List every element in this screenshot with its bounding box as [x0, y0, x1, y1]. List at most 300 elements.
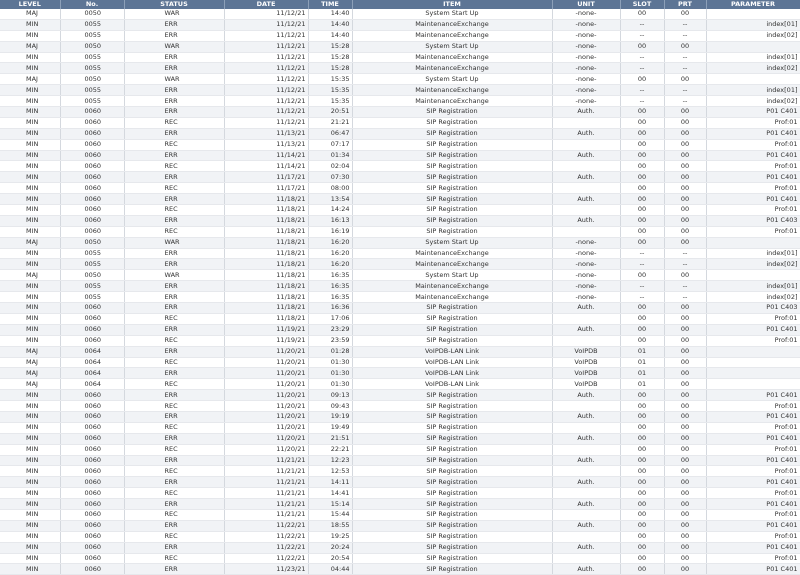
cell-date: 11/12/21	[224, 85, 308, 96]
table-row[interactable]	[0, 313, 800, 324]
cell-prt: 00	[664, 107, 706, 118]
cell-param: index[01]	[706, 85, 800, 96]
cell-status: ERR	[124, 63, 224, 74]
cell-item: SIP Registration	[352, 531, 552, 542]
col-header-item[interactable]: ITEM	[352, 0, 552, 9]
cell-item: SIP Registration	[352, 183, 552, 194]
cell-date: 11/12/21	[224, 117, 308, 128]
cell-level: MAJ	[0, 9, 60, 19]
cell-slot: 00	[620, 183, 664, 194]
cell-level: MIN	[0, 128, 60, 139]
cell-prt: 00	[664, 172, 706, 183]
cell-date: 11/23/21	[224, 564, 308, 575]
cell-date: 11/20/21	[224, 368, 308, 379]
cell-prt: 00	[664, 161, 706, 172]
table-row[interactable]	[0, 172, 800, 183]
table-row[interactable]	[0, 41, 800, 52]
table-row[interactable]	[0, 444, 800, 455]
cell-prt: 00	[664, 520, 706, 531]
cell-time: 04:44	[308, 564, 352, 575]
table-row[interactable]	[0, 205, 800, 216]
table-row[interactable]	[0, 248, 800, 259]
cell-level: MIN	[0, 444, 60, 455]
cell-no: 0060	[60, 172, 124, 183]
cell-no: 0060	[60, 107, 124, 118]
cell-prt: --	[664, 63, 706, 74]
cell-prt: 00	[664, 270, 706, 281]
cell-time: 01:28	[308, 346, 352, 357]
cell-time: 16:13	[308, 215, 352, 226]
table-row[interactable]	[0, 422, 800, 433]
cell-param: index[01]	[706, 19, 800, 30]
cell-param: P01 C401	[706, 324, 800, 335]
table-row[interactable]	[0, 74, 800, 85]
table-row[interactable]	[0, 139, 800, 150]
cell-item: SIP Registration	[352, 499, 552, 510]
cell-param: Prof:01	[706, 444, 800, 455]
cell-slot: --	[620, 96, 664, 107]
cell-slot: 01	[620, 379, 664, 390]
cell-slot: 00	[620, 509, 664, 520]
cell-no: 0060	[60, 531, 124, 542]
cell-unit: Auth.	[552, 455, 620, 466]
cell-param: Prof:01	[706, 531, 800, 542]
cell-item: SIP Registration	[352, 161, 552, 172]
cell-slot: 00	[620, 205, 664, 216]
cell-date: 11/18/21	[224, 248, 308, 259]
table-row[interactable]	[0, 509, 800, 520]
cell-prt: 00	[664, 499, 706, 510]
cell-level: MIN	[0, 183, 60, 194]
col-header-prt[interactable]: PRT	[664, 0, 706, 9]
cell-prt: 00	[664, 368, 706, 379]
cell-param: index[01]	[706, 248, 800, 259]
cell-status: ERR	[124, 19, 224, 30]
cell-slot: 00	[620, 215, 664, 226]
cell-slot: 00	[620, 390, 664, 401]
cell-no: 0055	[60, 281, 124, 292]
cell-time: 16:20	[308, 237, 352, 248]
cell-level: MIN	[0, 161, 60, 172]
cell-no: 0055	[60, 30, 124, 41]
cell-prt: 00	[664, 150, 706, 161]
cell-level: MIN	[0, 85, 60, 96]
cell-level: MIN	[0, 226, 60, 237]
col-header-date[interactable]: DATE	[224, 0, 308, 9]
cell-param	[706, 357, 800, 368]
table-row[interactable]	[0, 237, 800, 248]
table-row[interactable]	[0, 324, 800, 335]
cell-unit: Auth.	[552, 477, 620, 488]
cell-prt: 00	[664, 324, 706, 335]
cell-prt: --	[664, 85, 706, 96]
cell-param: Prof:01	[706, 117, 800, 128]
cell-unit	[552, 401, 620, 412]
cell-no: 0055	[60, 259, 124, 270]
table-row[interactable]	[0, 477, 800, 488]
cell-item: SIP Registration	[352, 335, 552, 346]
cell-time: 07:17	[308, 139, 352, 150]
cell-unit: -none-	[552, 9, 620, 19]
table-row[interactable]	[0, 226, 800, 237]
cell-unit	[552, 466, 620, 477]
table-row[interactable]	[0, 259, 800, 270]
cell-unit	[552, 488, 620, 499]
cell-no: 0060	[60, 455, 124, 466]
cell-level: MIN	[0, 520, 60, 531]
cell-slot: --	[620, 248, 664, 259]
cell-slot: 00	[620, 531, 664, 542]
cell-level: MIN	[0, 96, 60, 107]
cell-status: WAR	[124, 270, 224, 281]
table-row[interactable]	[0, 401, 800, 412]
cell-time: 19:25	[308, 531, 352, 542]
table-row[interactable]	[0, 150, 800, 161]
cell-unit	[552, 313, 620, 324]
cell-item: VoIPDB-LAN Link	[352, 346, 552, 357]
cell-time: 02:04	[308, 161, 352, 172]
cell-date: 11/14/21	[224, 150, 308, 161]
table-row[interactable]	[0, 379, 800, 390]
table-row[interactable]	[0, 303, 800, 314]
cell-date: 11/22/21	[224, 553, 308, 564]
cell-time: 14:24	[308, 205, 352, 216]
cell-no: 0060	[60, 183, 124, 194]
table-row[interactable]	[0, 335, 800, 346]
cell-level: MAJ	[0, 74, 60, 85]
col-header-no[interactable]: No.	[60, 0, 124, 9]
table-row[interactable]	[0, 553, 800, 564]
cell-status: REC	[124, 444, 224, 455]
cell-no: 0050	[60, 270, 124, 281]
cell-unit: Auth.	[552, 194, 620, 205]
cell-no: 0060	[60, 139, 124, 150]
cell-level: MIN	[0, 248, 60, 259]
cell-unit: Auth.	[552, 520, 620, 531]
cell-time: 16:35	[308, 292, 352, 303]
cell-unit: -none-	[552, 63, 620, 74]
table-row[interactable]	[0, 346, 800, 357]
cell-item: MaintenanceExchange	[352, 96, 552, 107]
cell-status: REC	[124, 531, 224, 542]
cell-param: P01 C403	[706, 215, 800, 226]
table-row[interactable]	[0, 19, 800, 30]
cell-date: 11/20/21	[224, 401, 308, 412]
cell-date: 11/21/21	[224, 466, 308, 477]
cell-unit: Auth.	[552, 433, 620, 444]
table-row[interactable]	[0, 52, 800, 63]
table-row[interactable]	[0, 9, 800, 19]
cell-param: P01 C401	[706, 194, 800, 205]
cell-level: MIN	[0, 422, 60, 433]
table-row[interactable]	[0, 564, 800, 575]
cell-level: MIN	[0, 553, 60, 564]
cell-item: MaintenanceExchange	[352, 259, 552, 270]
cell-item: SIP Registration	[352, 324, 552, 335]
table-row[interactable]	[0, 531, 800, 542]
cell-unit	[552, 117, 620, 128]
table-row[interactable]	[0, 368, 800, 379]
cell-item: SIP Registration	[352, 401, 552, 412]
cell-time: 15:35	[308, 96, 352, 107]
cell-no: 0055	[60, 96, 124, 107]
cell-time: 20:54	[308, 553, 352, 564]
cell-time: 21:51	[308, 433, 352, 444]
cell-item: SIP Registration	[352, 313, 552, 324]
cell-level: MIN	[0, 303, 60, 314]
table-row[interactable]	[0, 466, 800, 477]
cell-no: 0060	[60, 422, 124, 433]
cell-param: Prof:01	[706, 422, 800, 433]
cell-level: MIN	[0, 52, 60, 63]
cell-time: 01:30	[308, 368, 352, 379]
cell-item: SIP Registration	[352, 172, 552, 183]
table-row[interactable]	[0, 520, 800, 531]
table-row[interactable]	[0, 107, 800, 118]
cell-no: 0060	[60, 466, 124, 477]
cell-status: ERR	[124, 52, 224, 63]
cell-slot: 00	[620, 226, 664, 237]
cell-unit: Auth.	[552, 107, 620, 118]
cell-param	[706, 74, 800, 85]
cell-item: SIP Registration	[352, 466, 552, 477]
cell-item: SIP Registration	[352, 205, 552, 216]
cell-no: 0050	[60, 74, 124, 85]
cell-slot: --	[620, 259, 664, 270]
table-row[interactable]	[0, 292, 800, 303]
cell-unit: Auth.	[552, 542, 620, 553]
cell-date: 11/13/21	[224, 128, 308, 139]
cell-no: 0060	[60, 509, 124, 520]
cell-status: ERR	[124, 248, 224, 259]
cell-level: MIN	[0, 292, 60, 303]
cell-slot: 00	[620, 324, 664, 335]
col-header-unit[interactable]: UNIT	[552, 0, 620, 9]
cell-item: System Start Up	[352, 41, 552, 52]
cell-prt: 00	[664, 357, 706, 368]
table-row[interactable]	[0, 542, 800, 553]
table-row[interactable]	[0, 161, 800, 172]
cell-time: 14:40	[308, 9, 352, 19]
cell-item: MaintenanceExchange	[352, 19, 552, 30]
table-row[interactable]	[0, 488, 800, 499]
cell-date: 11/20/21	[224, 433, 308, 444]
cell-no: 0060	[60, 520, 124, 531]
cell-slot: 00	[620, 564, 664, 575]
cell-prt: --	[664, 96, 706, 107]
cell-prt: 00	[664, 183, 706, 194]
cell-unit: Auth.	[552, 150, 620, 161]
cell-slot: 00	[620, 117, 664, 128]
table-row[interactable]	[0, 390, 800, 401]
cell-param: P01 C401	[706, 433, 800, 444]
cell-unit: VoIPDB	[552, 368, 620, 379]
col-header-status[interactable]: STATUS	[124, 0, 224, 9]
cell-item: VoIPDB-LAN Link	[352, 368, 552, 379]
table-row[interactable]	[0, 281, 800, 292]
cell-item: SIP Registration	[352, 215, 552, 226]
cell-item: VoIPDB-LAN Link	[352, 379, 552, 390]
cell-slot: 00	[620, 303, 664, 314]
col-header-time[interactable]: TIME	[308, 0, 352, 9]
cell-slot: --	[620, 19, 664, 30]
cell-param: index[02]	[706, 259, 800, 270]
cell-level: MAJ	[0, 270, 60, 281]
cell-unit	[552, 509, 620, 520]
cell-slot: 00	[620, 313, 664, 324]
cell-item: MaintenanceExchange	[352, 248, 552, 259]
cell-slot: 00	[620, 433, 664, 444]
cell-date: 11/18/21	[224, 303, 308, 314]
cell-slot: 00	[620, 422, 664, 433]
cell-prt: 00	[664, 237, 706, 248]
cell-item: MaintenanceExchange	[352, 281, 552, 292]
cell-prt: --	[664, 30, 706, 41]
cell-status: REC	[124, 466, 224, 477]
cell-status: ERR	[124, 433, 224, 444]
cell-item: SIP Registration	[352, 128, 552, 139]
cell-slot: 00	[620, 401, 664, 412]
cell-level: MIN	[0, 30, 60, 41]
cell-prt: 00	[664, 226, 706, 237]
cell-prt: 00	[664, 444, 706, 455]
table-row[interactable]	[0, 128, 800, 139]
cell-item: SIP Registration	[352, 303, 552, 314]
cell-param: Prof:01	[706, 401, 800, 412]
cell-prt: 00	[664, 74, 706, 85]
cell-time: 20:51	[308, 107, 352, 118]
cell-time: 23:29	[308, 324, 352, 335]
cell-unit: -none-	[552, 74, 620, 85]
col-header-parameter[interactable]: PARAMETER	[706, 0, 800, 9]
cell-time: 16:20	[308, 259, 352, 270]
cell-unit: -none-	[552, 19, 620, 30]
cell-prt: 00	[664, 422, 706, 433]
table-row[interactable]	[0, 63, 800, 74]
col-header-level[interactable]: LEVEL	[0, 0, 60, 9]
cell-level: MIN	[0, 433, 60, 444]
table-row[interactable]	[0, 357, 800, 368]
table-row[interactable]	[0, 433, 800, 444]
cell-slot: 00	[620, 553, 664, 564]
cell-item: SIP Registration	[352, 444, 552, 455]
cell-prt: 00	[664, 194, 706, 205]
table-row[interactable]	[0, 194, 800, 205]
cell-no: 0064	[60, 346, 124, 357]
cell-date: 11/12/21	[224, 9, 308, 19]
table-row[interactable]	[0, 455, 800, 466]
cell-prt: 00	[664, 215, 706, 226]
cell-no: 0064	[60, 368, 124, 379]
cell-slot: 00	[620, 41, 664, 52]
cell-no: 0064	[60, 379, 124, 390]
cell-param: Prof:01	[706, 335, 800, 346]
cell-unit	[552, 531, 620, 542]
cell-status: REC	[124, 139, 224, 150]
cell-no: 0055	[60, 19, 124, 30]
cell-slot: 00	[620, 237, 664, 248]
cell-param: index[02]	[706, 96, 800, 107]
cell-item: SIP Registration	[352, 139, 552, 150]
cell-item: SIP Registration	[352, 194, 552, 205]
cell-item: SIP Registration	[352, 520, 552, 531]
table-row[interactable]	[0, 270, 800, 281]
table-row[interactable]	[0, 96, 800, 107]
cell-time: 15:28	[308, 52, 352, 63]
cell-date: 11/20/21	[224, 422, 308, 433]
cell-param: P01 C401	[706, 542, 800, 553]
cell-no: 0055	[60, 292, 124, 303]
cell-time: 15:28	[308, 63, 352, 74]
cell-unit: -none-	[552, 292, 620, 303]
cell-param: index[02]	[706, 63, 800, 74]
cell-prt: --	[664, 248, 706, 259]
cell-date: 11/21/21	[224, 499, 308, 510]
cell-date: 11/20/21	[224, 346, 308, 357]
cell-level: MAJ	[0, 41, 60, 52]
cell-prt: 00	[664, 41, 706, 52]
cell-time: 16:36	[308, 303, 352, 314]
cell-param: Prof:01	[706, 139, 800, 150]
cell-time: 16:35	[308, 281, 352, 292]
cell-param: P01 C403	[706, 303, 800, 314]
table-row[interactable]	[0, 183, 800, 194]
table-row[interactable]	[0, 411, 800, 422]
cell-time: 16:20	[308, 248, 352, 259]
cell-unit: Auth.	[552, 390, 620, 401]
cell-item: SIP Registration	[352, 509, 552, 520]
cell-param: P01 C401	[706, 477, 800, 488]
cell-status: ERR	[124, 259, 224, 270]
cell-status: ERR	[124, 346, 224, 357]
cell-no: 0060	[60, 488, 124, 499]
cell-level: MIN	[0, 488, 60, 499]
cell-date: 11/20/21	[224, 357, 308, 368]
cell-time: 19:49	[308, 422, 352, 433]
table-row[interactable]	[0, 117, 800, 128]
cell-status: ERR	[124, 85, 224, 96]
cell-no: 0060	[60, 564, 124, 575]
cell-level: MIN	[0, 335, 60, 346]
cell-status: ERR	[124, 520, 224, 531]
cell-unit: -none-	[552, 85, 620, 96]
cell-status: WAR	[124, 9, 224, 19]
cell-slot: 00	[620, 542, 664, 553]
cell-level: MIN	[0, 172, 60, 183]
cell-level: MAJ	[0, 357, 60, 368]
cell-no: 0060	[60, 161, 124, 172]
cell-prt: 00	[664, 477, 706, 488]
cell-slot: 00	[620, 488, 664, 499]
cell-prt: 00	[664, 9, 706, 19]
cell-param: Prof:01	[706, 488, 800, 499]
cell-prt: 00	[664, 553, 706, 564]
cell-no: 0060	[60, 411, 124, 422]
table-row[interactable]	[0, 85, 800, 96]
cell-prt: 00	[664, 346, 706, 357]
table-row[interactable]	[0, 30, 800, 41]
cell-slot: 00	[620, 477, 664, 488]
table-row[interactable]	[0, 499, 800, 510]
cell-status: REC	[124, 117, 224, 128]
cell-status: REC	[124, 488, 224, 499]
col-header-slot[interactable]: SLOT	[620, 0, 664, 9]
cell-no: 0060	[60, 215, 124, 226]
cell-time: 15:35	[308, 74, 352, 85]
cell-no: 0060	[60, 226, 124, 237]
cell-slot: 00	[620, 444, 664, 455]
table-row[interactable]	[0, 215, 800, 226]
